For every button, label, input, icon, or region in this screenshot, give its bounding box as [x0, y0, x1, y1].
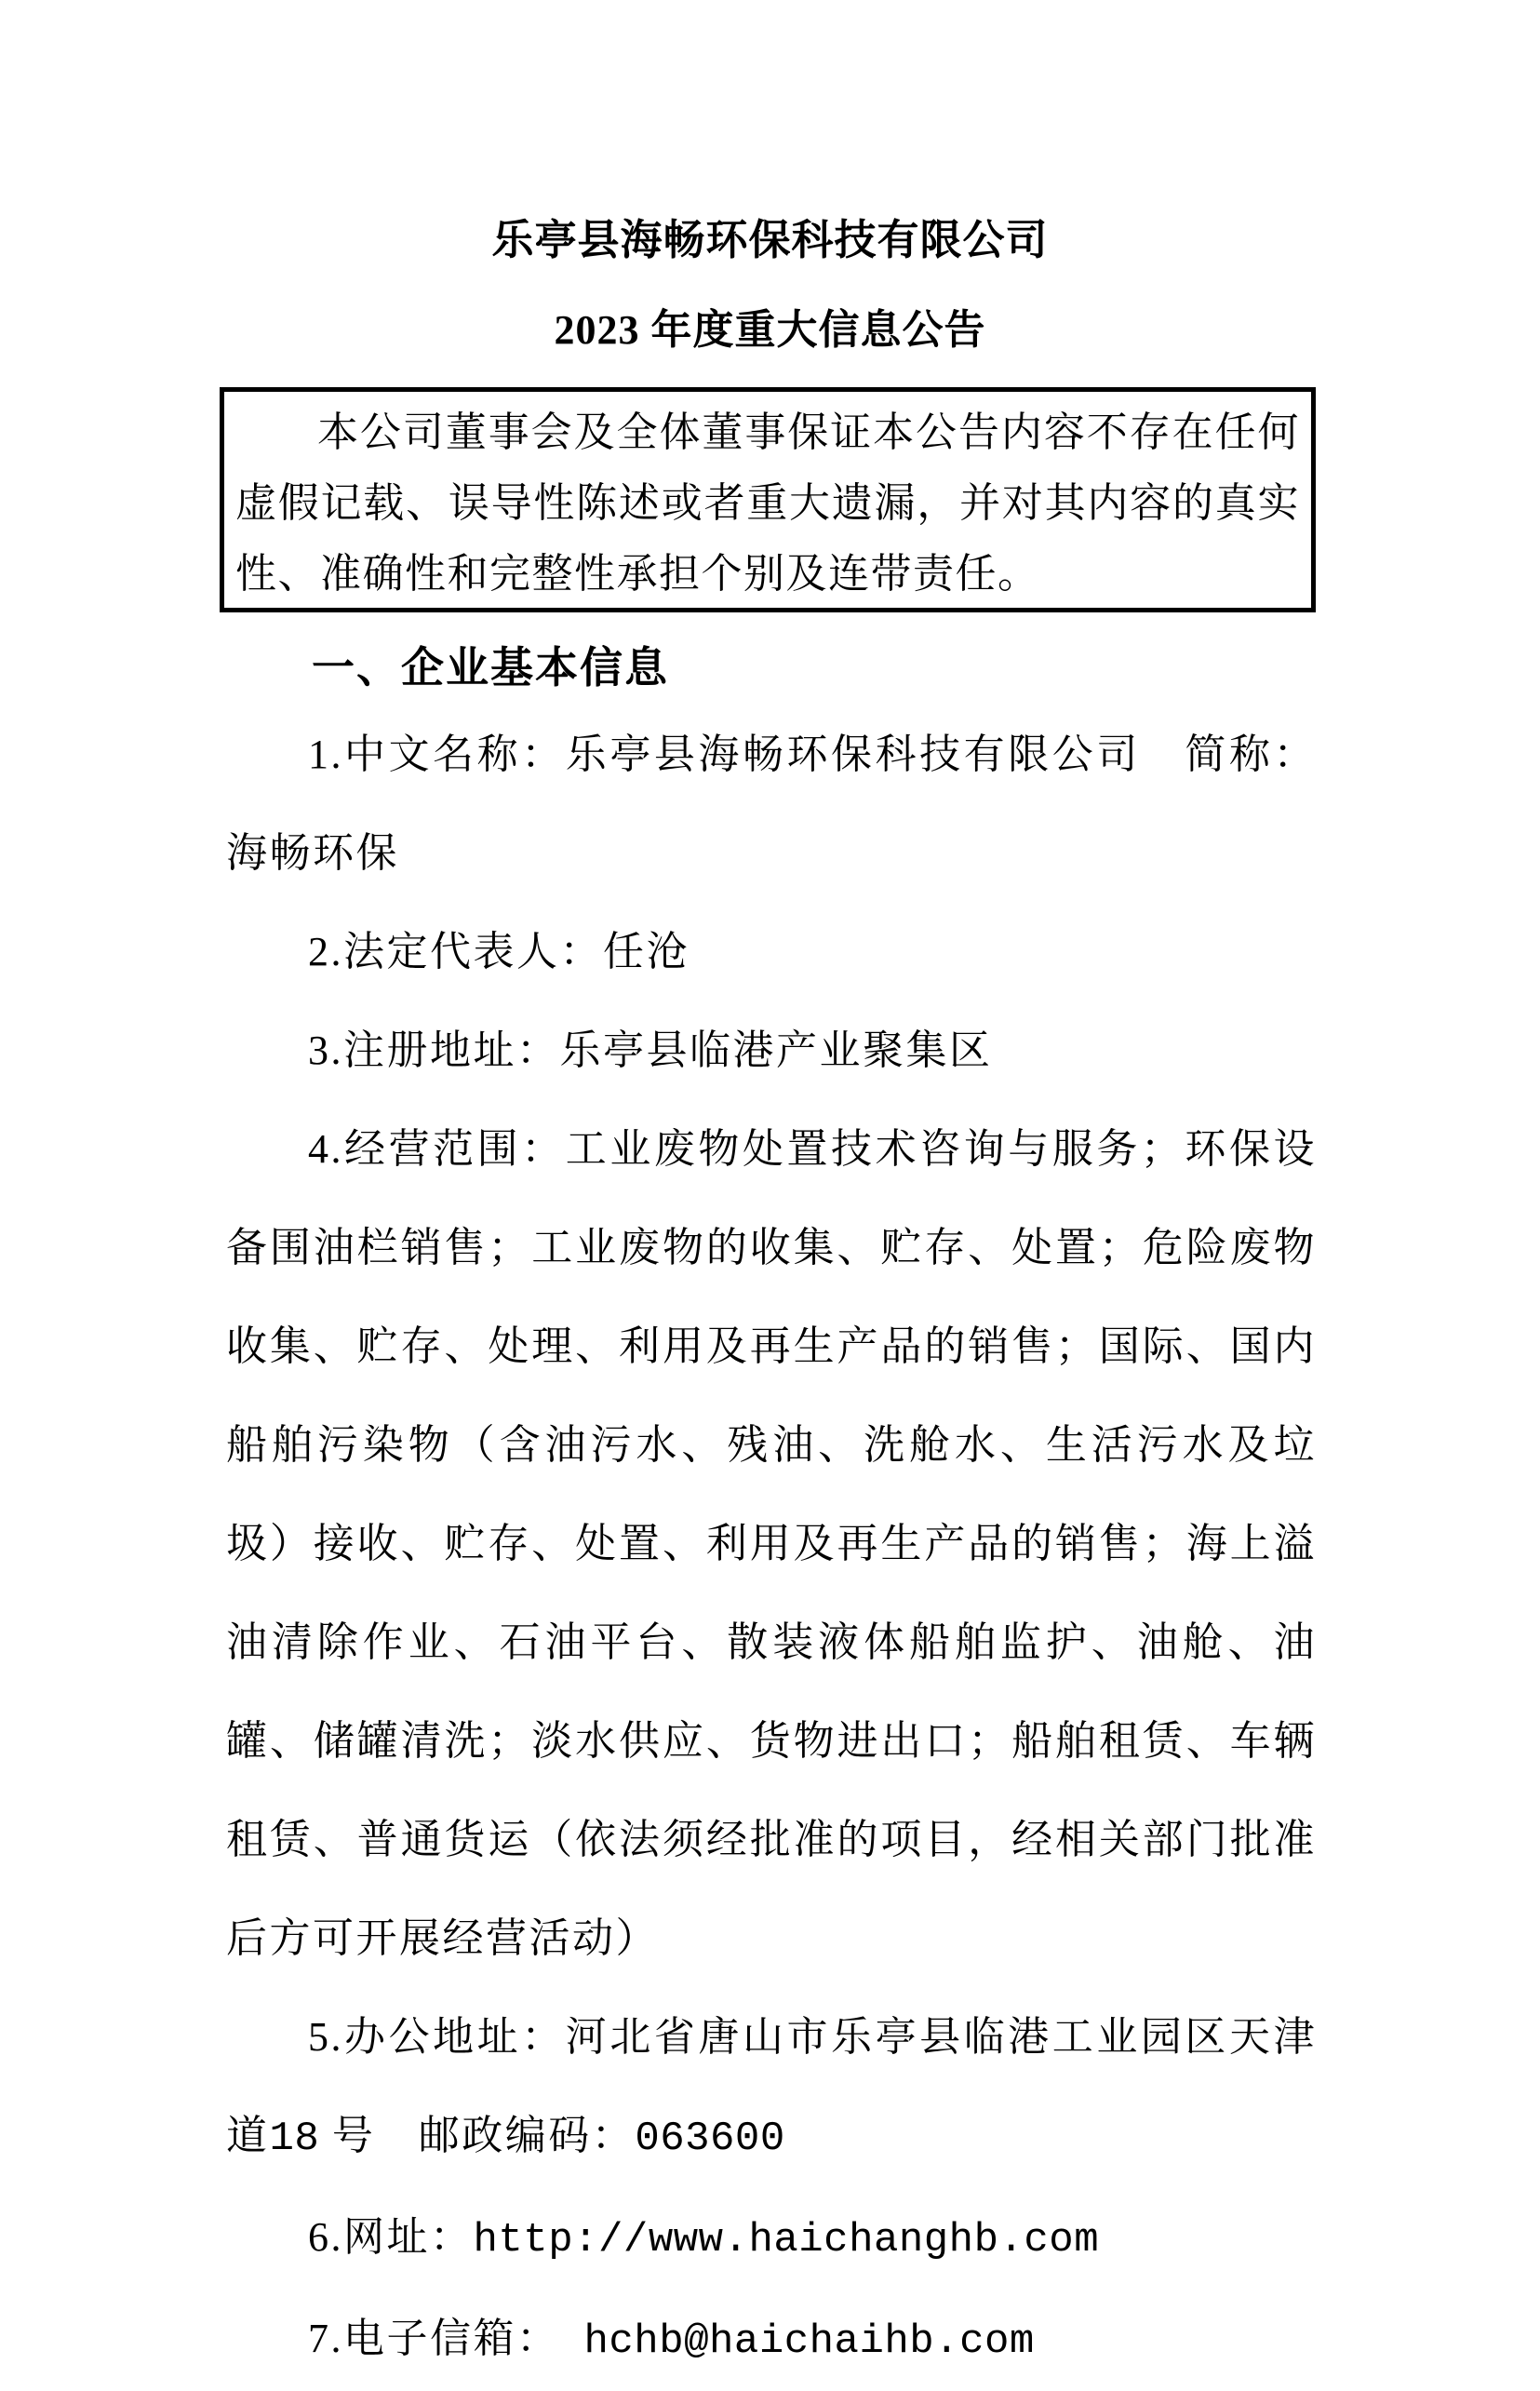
disclaimer-box	[220, 387, 1316, 612]
item-legal-representative: 2.法定代表人：任沧	[308, 929, 690, 974]
office-address-value: 河北省唐山市乐亭县临港工业园区天津道	[226, 2014, 1318, 2158]
postcode-label: 号 邮政编码：	[319, 2113, 636, 2158]
item-office-address	[226, 1988, 1317, 2188]
item-registered-address: 3.注册地址：乐亭县临港产业聚集区	[308, 1028, 993, 1073]
section-heading-basic-info: 一、企业基本信息	[312, 644, 669, 692]
item-website	[226, 2188, 1317, 2290]
item-email	[226, 2290, 1317, 2391]
office-address-label: 5.办公地址：	[308, 2014, 566, 2060]
basic-info-list	[226, 705, 1317, 2391]
email-label: 7.电子信箱：	[308, 2316, 560, 2361]
email-value: hchb@haichaihb.com	[583, 2318, 1035, 2365]
document-subtitle: 2023 年度重大信息公告	[554, 306, 986, 353]
disclaimer-text: 本公司董事会及全体董事保证本公告内容不存在任何虚假记载、误导性陈述或者重大遗漏，并对其内容的真实性、准确性和完整性承担个别及连带责任。	[235, 410, 1300, 597]
website-label: 6.网址：	[308, 2214, 474, 2260]
postcode-value: 063600	[635, 2116, 785, 2162]
item-chinese-name: 1.中文名称：乐亭县海畅环保科技有限公司 简称：海畅环保	[226, 732, 1317, 876]
website-url: http://www.haichanghb.com	[473, 2217, 1100, 2263]
document-title: 乐亭县海畅环保科技有限公司	[491, 217, 1049, 264]
item-business-scope: 4.经营范围：工业废物处置技术咨询与服务；环保设备围油栏销售；工业废物的收集、贮存、处置；危险废物收集、贮存、处理、利用及再生产品的销售；国际、国内船舶污染物（含油污水、残油、洗舱水、生活污水及垃圾）接收、贮存、处置、利用及再生产品的销售；海上溢油清除作业、石油平台、散装液体船舶监护、油舱、油罐、储罐清洗；淡水供应、货物进出口；船舶租赁、车辆租赁、普通货运（依法须经批准的项目，经相关部门批准后方可开展经营活动）	[226, 1126, 1317, 1961]
office-address-street-number: 18	[269, 2116, 320, 2162]
